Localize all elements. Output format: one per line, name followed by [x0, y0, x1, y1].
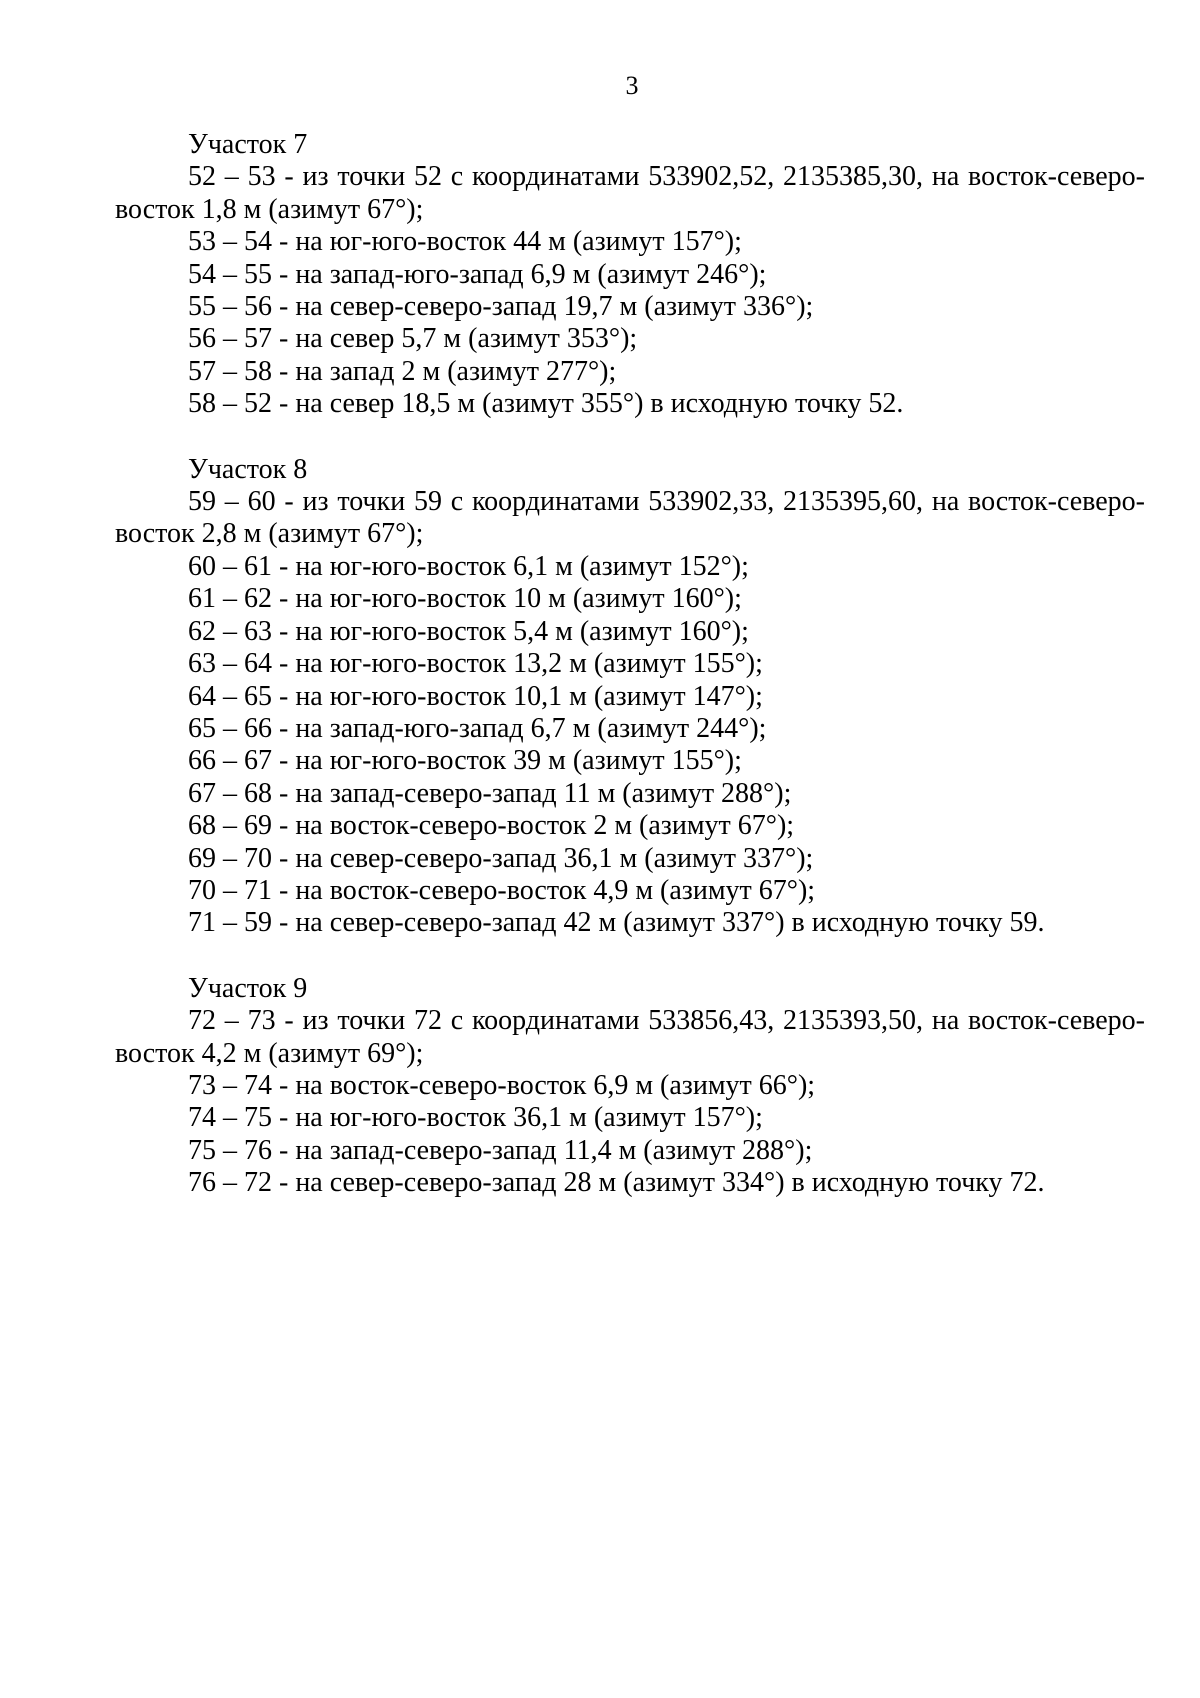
boundary-segment: 66 – 67 - на юг-юго-восток 39 м (азимут 155°);: [188, 745, 742, 777]
document-body: [115, 129, 1145, 1233]
boundary-segment: 54 – 55 - на запад-юго-запад 6,9 м (азимут 246°);: [188, 258, 767, 290]
section-plot-8: [115, 454, 1145, 940]
boundary-segment: 58 – 52 - на север 18,5 м (азимут 355°) в исходную точку 52.: [188, 388, 904, 420]
page-number: 3: [625, 71, 639, 100]
boundary-segment: 61 – 62 - на юг-юго-восток 10 м (азимут 160°);: [188, 583, 742, 615]
boundary-start-line: 52 – 53 - из точки 52 с координатами 533902,52, 2135385,30, на восток-северо-: [188, 161, 1145, 193]
boundary-segment: 65 – 66 - на запад-юго-запад 6,7 м (азимут 244°);: [188, 712, 767, 744]
boundary-segment: 57 – 58 - на запад 2 м (азимут 277°);: [188, 355, 617, 387]
boundary-segment: 53 – 54 - на юг-юго-восток 44 м (азимут 157°);: [188, 226, 742, 258]
boundary-start-line: 72 – 73 - из точки 72 с координатами 533856,43, 2135393,50, на восток-северо-: [188, 1005, 1145, 1037]
boundary-start-continuation: восток 2,8 м (азимут 67°);: [115, 518, 424, 550]
boundary-start-continuation: восток 4,2 м (азимут 69°);: [115, 1037, 424, 1069]
boundary-start-continuation: восток 1,8 м (азимут 67°);: [115, 193, 424, 225]
boundary-segment: 64 – 65 - на юг-юго-восток 10,1 м (азимут 147°);: [188, 680, 763, 712]
section-plot-7: [115, 129, 1145, 421]
boundary-segment: 69 – 70 - на север-северо-запад 36,1 м (азимут 337°);: [188, 842, 814, 874]
boundary-segment: 75 – 76 - на запад-северо-запад 11,4 м (азимут 288°);: [188, 1134, 813, 1166]
boundary-segment: 56 – 57 - на север 5,7 м (азимут 353°);: [188, 323, 638, 355]
boundary-segment: 63 – 64 - на юг-юго-восток 13,2 м (азимут 155°);: [188, 648, 763, 680]
boundary-segment: 74 – 75 - на юг-юго-восток 36,1 м (азимут 157°);: [188, 1102, 763, 1134]
boundary-start-line: 59 – 60 - из точки 59 с координатами 533902,33, 2135395,60, на восток-северо-: [188, 486, 1145, 518]
boundary-segment: 76 – 72 - на север-северо-запад 28 м (азимут 334°) в исходную точку 72.: [188, 1167, 1045, 1199]
section-plot-9: [115, 973, 1145, 1200]
section-heading: Участок 8: [188, 453, 308, 485]
boundary-segment: 55 – 56 - на север-северо-запад 19,7 м (азимут 336°);: [188, 291, 814, 323]
boundary-segment: 60 – 61 - на юг-юго-восток 6,1 м (азимут 152°);: [188, 550, 749, 582]
section-heading: Участок 7: [188, 129, 308, 160]
boundary-segment: 62 – 63 - на юг-юго-восток 5,4 м (азимут 160°);: [188, 615, 749, 647]
boundary-segment: 67 – 68 - на запад-северо-запад 11 м (азимут 288°);: [188, 777, 792, 809]
boundary-segment: 68 – 69 - на восток-северо-восток 2 м (азимут 67°);: [188, 810, 795, 842]
boundary-segment: 71 – 59 - на север-северо-запад 42 м (азимут 337°) в исходную точку 59.: [188, 907, 1045, 939]
boundary-segment: 73 – 74 - на восток-северо-восток 6,9 м (азимут 66°);: [188, 1069, 816, 1101]
boundary-segment: 70 – 71 - на восток-северо-восток 4,9 м (азимут 67°);: [188, 874, 816, 906]
section-heading: Участок 9: [188, 972, 308, 1004]
